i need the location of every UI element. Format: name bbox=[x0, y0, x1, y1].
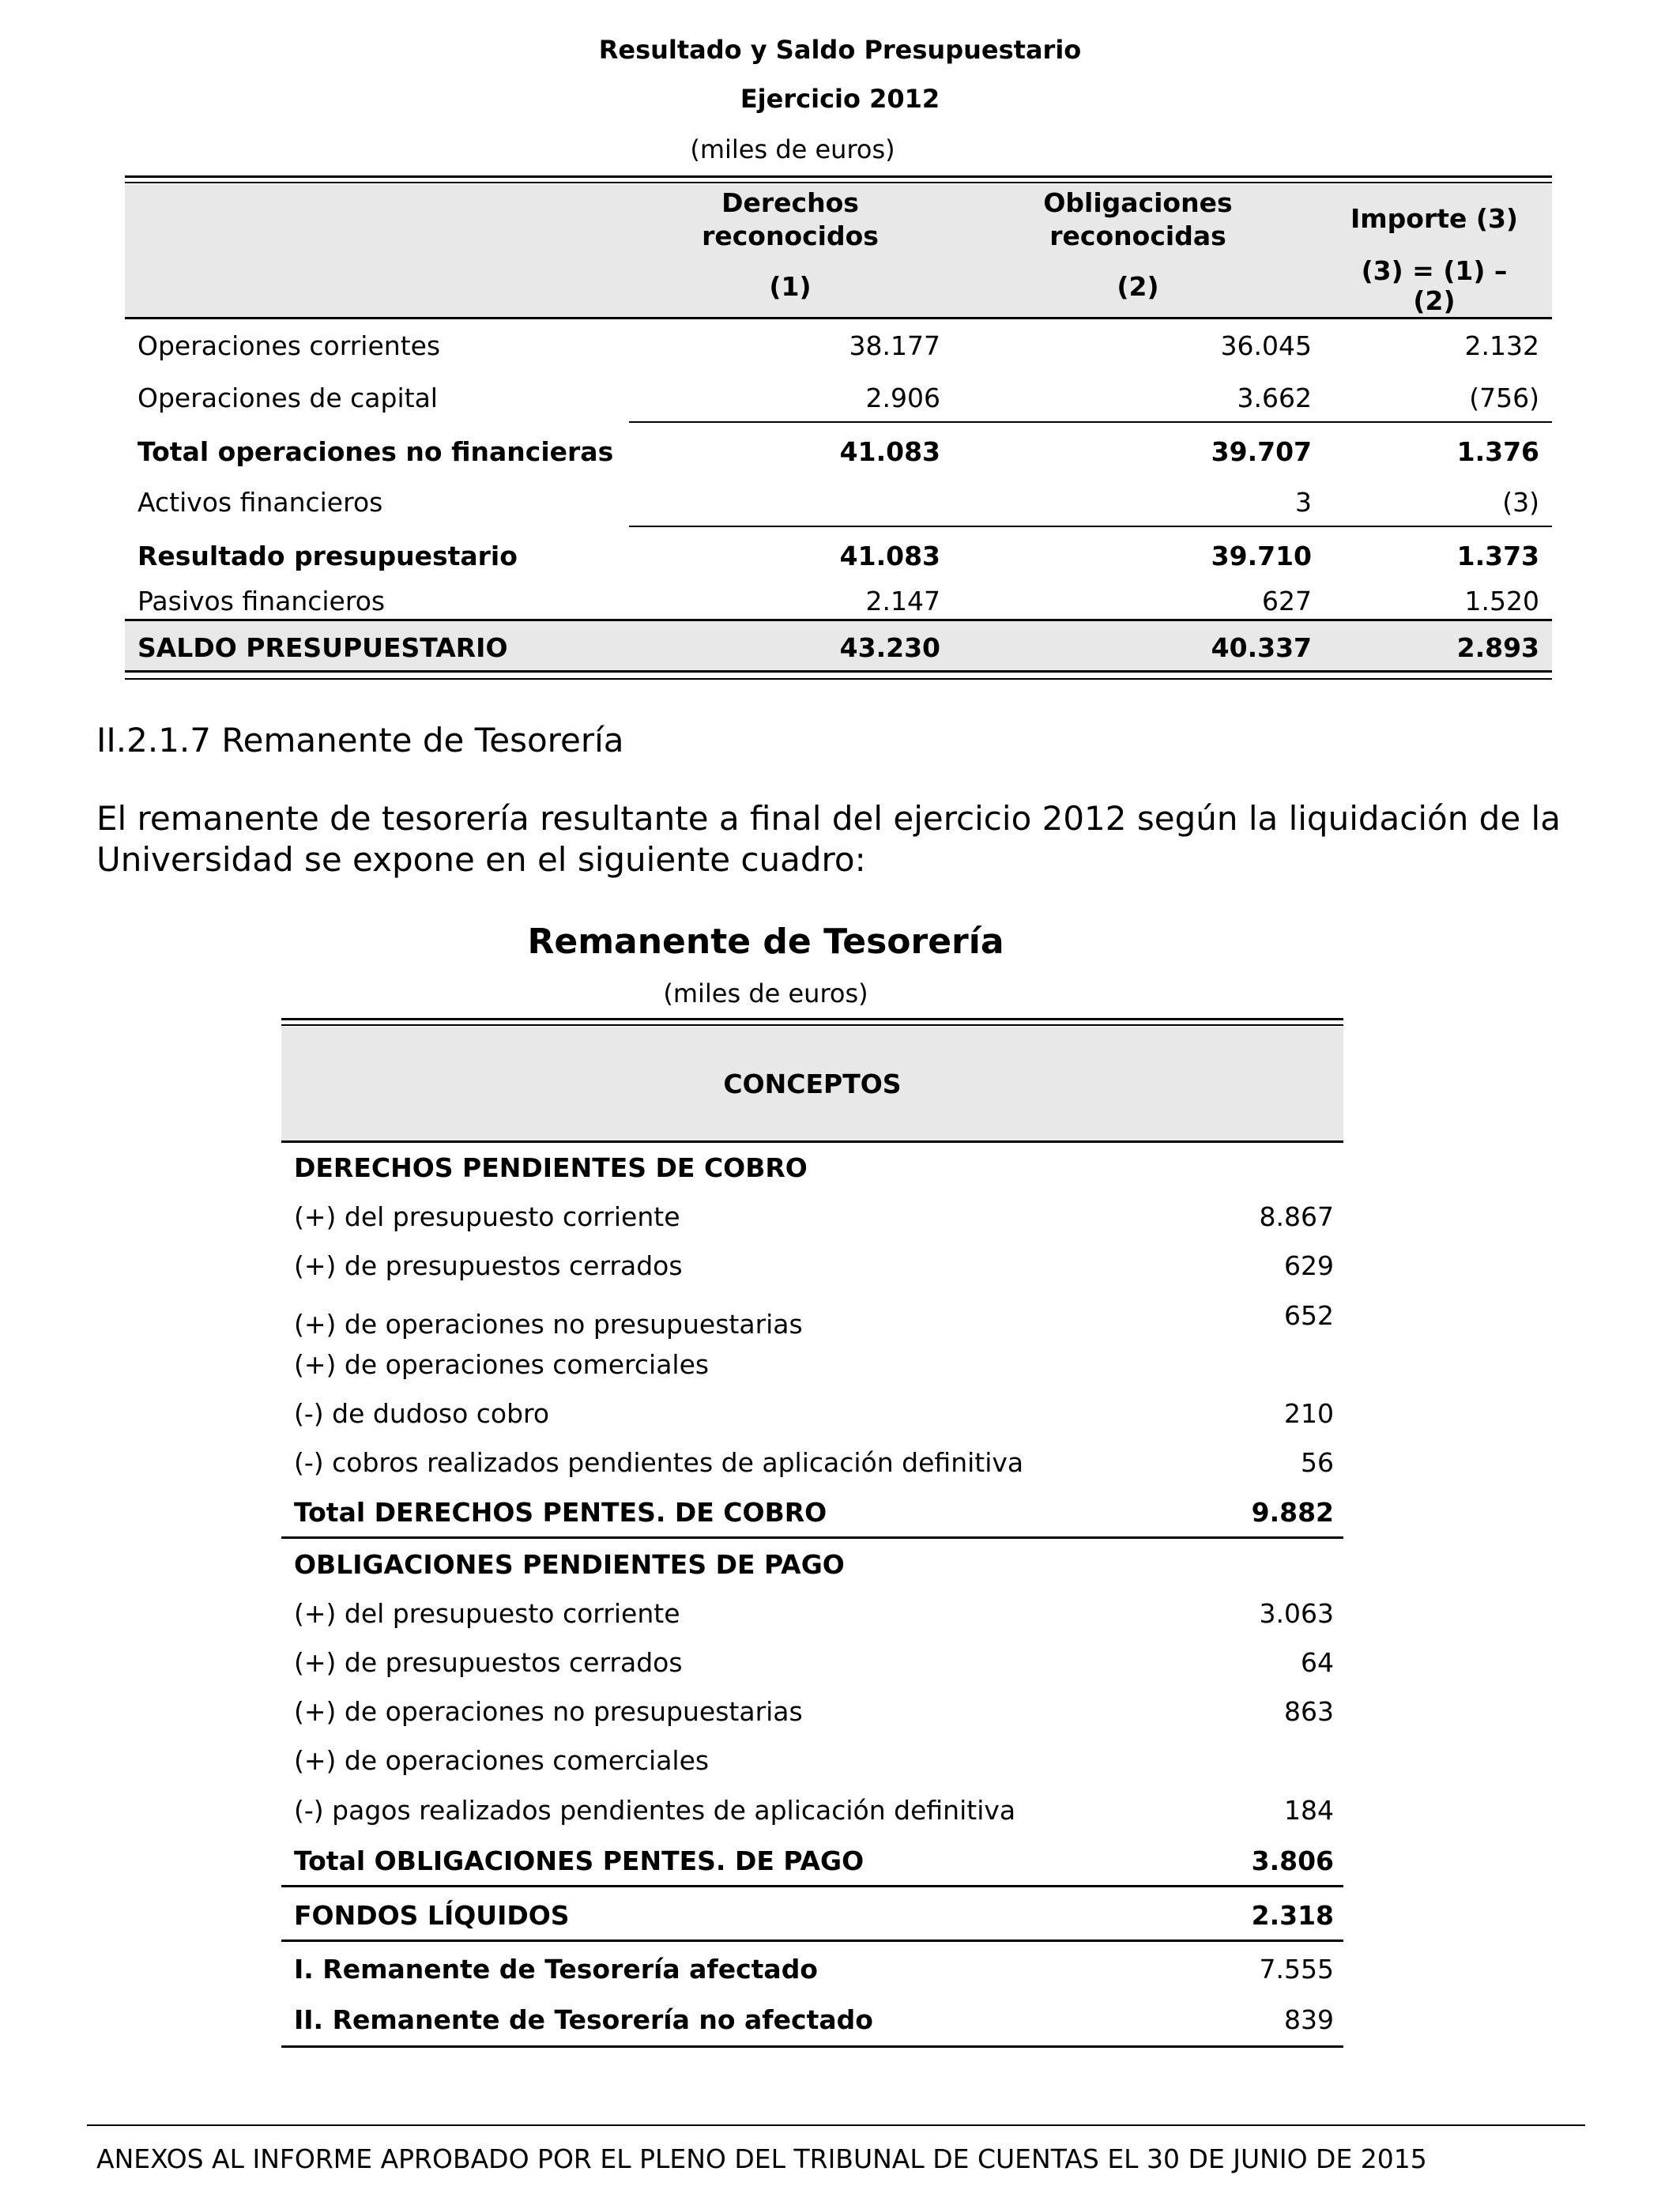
section-heading: II.2.1.7 Remanente de Tesorería bbox=[96, 721, 624, 760]
t1-saldo-c3: 2.893 bbox=[1456, 632, 1539, 663]
t1-row-c2: 3 bbox=[1295, 487, 1312, 518]
t1-row-c3: (3) bbox=[1502, 487, 1539, 518]
t2-no-afectado-label: II. Remanente de Tesorería no afectado bbox=[294, 2004, 873, 2035]
t1-saldo-c2: 40.337 bbox=[1211, 632, 1312, 663]
t2-obligaciones-rule bbox=[281, 1885, 1343, 1887]
t2-bottom-rule bbox=[281, 2045, 1343, 2048]
t1-row-c2: 36.045 bbox=[1220, 330, 1312, 361]
col3-header: Importe (3) bbox=[1350, 203, 1518, 234]
col1-header-line1: Derechos bbox=[721, 187, 859, 218]
t2-fondos-rule bbox=[281, 1940, 1343, 1942]
table1-top-rule-a bbox=[125, 175, 1552, 178]
t2-row-label: (+) de presupuestos cerrados bbox=[294, 1250, 683, 1281]
t2-top-rule-b bbox=[281, 1024, 1343, 1026]
t2-row-value: 64 bbox=[1301, 1647, 1334, 1678]
t2-total-obligaciones-value: 3.806 bbox=[1251, 1845, 1334, 1876]
col1-header-line2: reconocidos bbox=[702, 221, 879, 251]
t2-total-obligaciones-label: Total OBLIGACIONES PENTES. DE PAGO bbox=[294, 1845, 864, 1876]
table1-title: Resultado y Saldo Presupuestario bbox=[598, 35, 1082, 65]
table2-units: (miles de euros) bbox=[663, 978, 868, 1008]
footer-rule bbox=[87, 2124, 1585, 2126]
t2-row-label: (-) cobros realizados pendientes de aplicación definitiva bbox=[294, 1447, 1024, 1478]
t2-row-label: (+) de presupuestos cerrados bbox=[294, 1647, 683, 1678]
t2-no-afectado-value: 839 bbox=[1284, 2004, 1334, 2035]
t2-row-label: (-) de dudoso cobro bbox=[294, 1398, 550, 1429]
t1-row-c2: 3.662 bbox=[1237, 383, 1312, 413]
t1-row-c3: 2.132 bbox=[1464, 330, 1539, 361]
t2-row-value: 629 bbox=[1284, 1250, 1334, 1281]
table1-subtitle: Ejercicio 2012 bbox=[740, 84, 940, 114]
t2-row-value: 652 bbox=[1284, 1300, 1334, 1331]
t2-row-label: (+) de operaciones no presupuestarias bbox=[294, 1309, 803, 1340]
t2-group-derechos: DERECHOS PENDIENTES DE COBRO bbox=[294, 1152, 808, 1183]
col1-number: (1) bbox=[769, 271, 812, 302]
t2-total-derechos-value: 9.882 bbox=[1251, 1497, 1334, 1528]
t2-row-value: 3.063 bbox=[1259, 1598, 1334, 1629]
table1-header-rule bbox=[125, 317, 1552, 319]
t2-fondos-value: 2.318 bbox=[1251, 1900, 1334, 1931]
intro-paragraph-line2: Universidad se expone en el siguiente cuadro: bbox=[96, 840, 866, 879]
t2-row-label: (+) de operaciones comerciales bbox=[294, 1745, 710, 1776]
t2-group-obligaciones: OBLIGACIONES PENDIENTES DE PAGO bbox=[294, 1549, 845, 1580]
t1-row-c2: 39.710 bbox=[1211, 541, 1312, 571]
t1-row-c2: 627 bbox=[1262, 586, 1312, 616]
t2-row-label: (-) pagos realizados pendientes de aplicación definitiva bbox=[294, 1795, 1016, 1826]
t2-header-rule bbox=[281, 1140, 1343, 1143]
t2-row-label: (+) del presupuesto corriente bbox=[294, 1598, 680, 1629]
table1-units: (miles de euros) bbox=[690, 134, 895, 164]
t1-row-label: Resultado presupuestario bbox=[137, 541, 518, 571]
table2-title-text: Remanente de Tesorería bbox=[527, 922, 1004, 962]
col2-header-line1: Obligaciones bbox=[1043, 187, 1233, 218]
t1-subtotal-rule bbox=[629, 421, 1552, 423]
col3-formula-line1: (3) = (1) – bbox=[1361, 255, 1508, 286]
t1-row-c1: 2.147 bbox=[865, 586, 940, 616]
t1-row-label: Total operaciones no financieras bbox=[137, 436, 614, 467]
t1-result-rule bbox=[629, 526, 1552, 527]
t1-saldo-c1: 43.230 bbox=[839, 632, 940, 663]
t2-afectado-value: 7.555 bbox=[1259, 1954, 1334, 1985]
t2-row-value: 56 bbox=[1301, 1447, 1334, 1478]
t2-derechos-rule bbox=[281, 1536, 1343, 1539]
t2-fondos-label: FONDOS LÍQUIDOS bbox=[294, 1900, 570, 1931]
t1-row-label: Operaciones de capital bbox=[137, 383, 438, 413]
col1-header bbox=[632, 187, 948, 253]
col3-formula-line2: (2) bbox=[1413, 285, 1456, 316]
t1-saldo-label: SALDO PRESUPUESTARIO bbox=[137, 632, 508, 663]
t1-row-c3: (756) bbox=[1469, 383, 1539, 413]
t2-row-label: (+) del presupuesto corriente bbox=[294, 1201, 680, 1232]
t1-bottom-rule-a bbox=[125, 670, 1552, 673]
t1-row-c3: 1.373 bbox=[1456, 541, 1539, 571]
t2-total-derechos-label: Total DERECHOS PENTES. DE COBRO bbox=[294, 1497, 827, 1528]
intro-paragraph bbox=[96, 798, 1584, 880]
t1-row-c1: 2.906 bbox=[865, 383, 940, 413]
t2-top-rule-a bbox=[281, 1018, 1343, 1020]
t2-row-label: (+) de operaciones no presupuestarias bbox=[294, 1696, 803, 1727]
t1-row-c1: 41.083 bbox=[839, 541, 940, 571]
t1-bottom-rule-b bbox=[125, 678, 1552, 680]
t1-row-c2: 39.707 bbox=[1211, 436, 1312, 467]
t2-header-conceptos: CONCEPTOS bbox=[723, 1069, 902, 1099]
intro-paragraph-line1: El remanente de tesorería resultante a final del ejercicio 2012 según la liquidación de la bbox=[96, 799, 1561, 838]
col2-number: (2) bbox=[1117, 271, 1159, 302]
table1-top-rule-b bbox=[125, 182, 1552, 183]
t2-row-value: 863 bbox=[1284, 1696, 1334, 1727]
t1-row-label: Pasivos financieros bbox=[137, 586, 386, 616]
col2-header bbox=[980, 187, 1296, 253]
t1-row-c1: 38.177 bbox=[849, 330, 940, 361]
t1-row-label: Activos financieros bbox=[137, 487, 383, 518]
t2-row-value: 210 bbox=[1284, 1398, 1334, 1429]
t2-row-value: 184 bbox=[1284, 1795, 1334, 1826]
t2-row-value: 8.867 bbox=[1259, 1201, 1334, 1232]
t2-row-label: (+) de operaciones comerciales bbox=[294, 1349, 710, 1380]
t1-row-c3: 1.520 bbox=[1464, 586, 1539, 616]
page-footer: ANEXOS AL INFORME APROBADO POR EL PLENO DEL TRIBUNAL DE CUENTAS EL 30 DE JUNIO DE 2015 bbox=[96, 2143, 1427, 2174]
t1-row-c1: 41.083 bbox=[839, 436, 940, 467]
col3-formula bbox=[1312, 256, 1557, 316]
t1-row-c3: 1.376 bbox=[1456, 436, 1539, 467]
t1-row-label: Operaciones corrientes bbox=[137, 330, 441, 361]
col2-header-line2: reconocidas bbox=[1049, 221, 1226, 251]
t2-afectado-label: I. Remanente de Tesorería afectado bbox=[294, 1954, 818, 1985]
